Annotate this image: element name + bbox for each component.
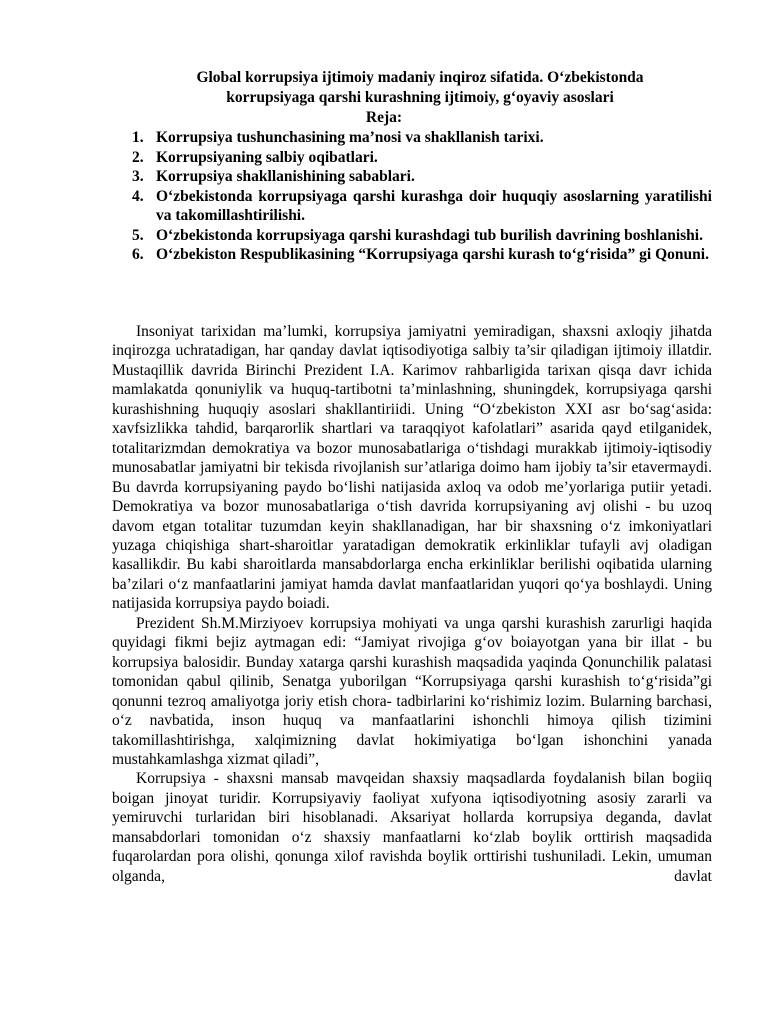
plan-item-text: Korrupsiya shakllanishining sabablari. — [156, 168, 415, 185]
document-body — [112, 322, 712, 886]
plan-item-number: 6. — [132, 246, 144, 263]
plan-item — [128, 148, 712, 168]
title-line-1: Global korrupsiya ijtimoiy madaniy inqiroz sifatida. O‘zbekistonda — [196, 69, 644, 86]
plan-item-number: 3. — [132, 168, 144, 185]
plan-item — [128, 187, 712, 226]
plan-list — [128, 128, 712, 265]
title-line-2: korrupsiyaga qarshi kurashning ijtimoiy, g‘oyaviy asoslari — [226, 89, 614, 106]
plan-item — [128, 226, 712, 246]
plan-item — [128, 167, 712, 187]
plan-item — [128, 245, 712, 265]
plan-item-text: Korrupsiyaning salbiy oqibatlari. — [156, 148, 378, 166]
plan-heading: Reja: — [365, 109, 403, 126]
body-paragraph: Insoniyat tarixidan ma’lumki, korrupsiya jamiyatni yemiradigan, shaxsni axloqiy jihatda inqirozga uchratadigan, har qanday davlat iqtisodiyotiga salbiy ta’sir qiladigan ijtimoiy illatdir. Mustaqillik davrida Birinchi Prezident I.A. Karimov rahbarligida tarixan qisqa davr ichida mamlakatda qonuniylik va huquq-tartibotni ta’minlashning, shuningdek, korrupsiyaga qarshi kurashishning huquqiy asoslari shakllantiriidi. Uning “O‘zbekiston XXI asr bo‘sag‘asida: xavfsizlikka tahdid, barqarorlik shartlari va taraqqiyot kafolatlari” asarida qayd etilganidek, totalitarizmdan demokratiya va bozor munosabatlariga o‘tishdagi murakkab ijtimoiy-iqtisodiy munosabatlar jamiyatni bir tekisda rivojlanish sur’atlariga doimo ham ijobiy ta’sir etavermaydi. Bu davrda korrupsiyaning paydo bo‘lishi natijasida axloq va odob me’yorlariga putiir yetadi. Demokratiya va bozor munosabatlariga o‘tish davrida korrupsiyaning avj olishi - bu uzoq davom etgan totalitar tuzumdan keyin shakllanadigan, har bir shaxsning o‘z imkoniyatlari yuzaga chiqishiga shart-sharoitlar yaratadigan demokratik erkinliklar tufayli avj oladigan kasallikdir. Bu kabi sharoitlarda mansabdorlarga encha erkinliklar berilishi oqibatida ularning ba’zilari o‘z manfaatlarini jamiyat hamda davlat manfaatlaridan yuqori qo‘ya boshlaydi. Uning natijasida korrupsiya paydo boiadi. — [112, 323, 712, 613]
plan-item-text: Korrupsiya tushunchasining ma’nosi va shakllanish tarixi. — [156, 129, 544, 146]
plan-item-number: 1. — [132, 129, 144, 146]
body-paragraph: Korrupsiya - shaxsni mansab mavqeidan shaxsiy maqsadlarda foydalanish bilan bogiiq boigan jinoyat turidir. Korrupsiyaviy faoliyat xufyona iqtisodiyotning asosiy zararli va yemiruvchi turlaridan biri hisoblanadi. Aksariyat hollarda korrupsiya deganda, davlat mansabdorlari tomonidan o‘z shaxsiy manfaatlarni ko‘zlab boylik orttirish maqsadida fuqarolardan pora olishi, qonunga xilof ravishda boylik orttirishi tushuniladi. Lekin, umuman olganda, davlat — [112, 770, 712, 885]
plan-item-number: 2. — [132, 148, 144, 166]
plan-item-number: 4. — [132, 187, 144, 205]
plan-item-text: O‘zbekiston Respublikasining “Korrupsiyaga qarshi kurash to‘g‘risida” gi Qonuni. — [156, 246, 709, 263]
plan-item-text: O‘zbekistonda korrupsiyaga qarshi kurashdagi tub burilish davrining boshlanishi. — [156, 226, 703, 244]
plan-item — [128, 128, 712, 148]
plan-item-number: 5. — [132, 226, 144, 244]
document-title — [120, 68, 720, 108]
body-paragraph: Prezident Sh.M.Mirziyoev korrupsiya mohiyati va unga qarshi kurashish zarurligi haqida quyidagi fikmi bejiz aytmagan edi: “Jamiyat rivojiga g‘ov boiayotgan yana bir illat - bu korrupsiya balosidir. Bunday xatarga qarshi kurashish maqsadida yaqinda Qonunchilik palatasi tomonidan qabul qilinib, Senatga yuborilgan “Korrupsiyaga qarshi kurashish to‘g‘risida”gi qonunni tezroq amaliyotga joriy etish chora- tadbirlarini ko‘rishimiz lozim. Bularning barchasi, o‘z navbatida, inson huquq va manfaatlarini ishonchli himoya qilish tizimini takomillashtirishga, xalqimizning davlat hokimiyatiga bo‘lgan ishonchini yanada mustahkamlashga xizmat qiladi”, — [112, 614, 712, 768]
plan-item-text: O‘zbekistonda korrupsiyaga qarshi kurashga doir huquqiy asoslarning yaratilishi va takomillashtirilishi. — [156, 187, 712, 224]
